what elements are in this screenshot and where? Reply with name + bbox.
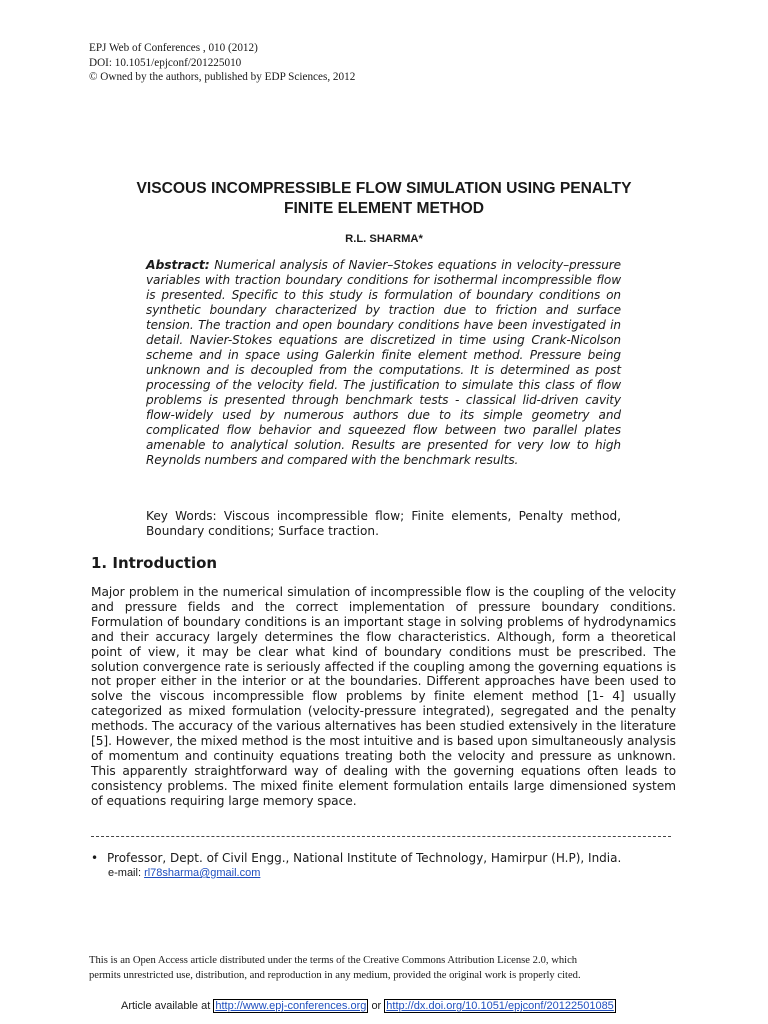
author-footnote bbox=[91, 851, 691, 881]
copyright-line: © Owned by the authors, published by EDP Sciences, 2012 bbox=[89, 71, 356, 83]
license-notice bbox=[89, 954, 679, 983]
epj-conferences-link[interactable]: http://www.epj-conferences.org bbox=[215, 1000, 367, 1012]
introduction-paragraph: Major problem in the numerical simulation of incompressible flow is the coupling of the velocity and pressure fields and the correct implementation of pressure boundary conditions. Formulation of boundary conditions is an important stage in solving problems of hydrodynamics and their accuracy largely determines the flow characteristics. Although, form a theoretical point of view, it may be clear what kind of boundary conditions must be prescribed. The solution convergence rate is seriously affected if the coupling among the governing equations is not proper either in the interior or at the boundaries. Different approaches have been used to solve the viscous incompressible flow problems by finite element method [1- 4] usually categorized as mixed formulation (velocity-pressure integrated), segregated and the penalty methods. The accuracy of the various alternatives has been studied extensively in the literature [5]. However, the mixed method is the most intuitive and is based upon simultaneously analysis of momentum and continuity equations treating both the velocity and pressure as unknown. This apparently straightforward way of dealing with the governing equations often leads to consistency problems. The mixed finite element formulation entails large dimensioned system of equations requiring large memory space. bbox=[91, 585, 676, 808]
affiliation-text: Professor, Dept. of Civil Engg., National Institute of Technology, Hamirpur (H.P), India. bbox=[107, 851, 622, 865]
journal-citation: EPJ Web of Conferences , 010 (2012) bbox=[89, 42, 258, 54]
article-availability bbox=[121, 1000, 616, 1012]
title-line-1: VISCOUS INCOMPRESSIBLE FLOW SIMULATION USING PENALTY bbox=[136, 180, 632, 197]
abstract bbox=[146, 257, 621, 468]
author-name: R.L. SHARMA* bbox=[345, 233, 423, 245]
doi-link[interactable]: http://dx.doi.org/10.1051/epjconf/20122501085 bbox=[386, 1000, 614, 1012]
availability-or: or bbox=[371, 1000, 382, 1012]
doi-line: DOI: 10.1051/epjconf/201225010 bbox=[89, 56, 242, 69]
license-line-2: permits unrestricted use, distribution, and reproduction in any medium, provided the original work is properly cited. bbox=[89, 969, 581, 981]
abstract-text: Numerical analysis of Navier–Stokes equations in velocity–pressure variables with traction boundary conditions for isothermal incompressible flow is presented. Specific to this study is formulation of boundary conditions on synthetic boundary characterized by traction due to friction and surface tension. The traction and open boundary conditions have been investigated in detail. Navier-Stokes equations are discretized in time using Crank-Nicolson scheme and in space using Galerkin finite element method. Pressure being unknown and is decoupled from the computations. It is determined as post processing of the velocity field. The justification to simulate this class of flow problems is presented through benchmark tests - classical lid-driven cavity flow-widely used by numerous authors due to its simple geometry and complicated flow behavior and squeezed flow between two parallel plates amenable to analytical solution. Results are presented for very low to high Reynolds numbers and compared with the benchmark results. bbox=[146, 258, 621, 467]
availability-prefix: Article available at bbox=[121, 1000, 211, 1012]
abstract-label: Abstract: bbox=[146, 257, 210, 272]
footnote-divider bbox=[91, 836, 671, 837]
license-line-1: This is an Open Access article distributed under the terms of the Creative Commons Attribution License 2.0, which bbox=[89, 955, 578, 966]
bullet: • bbox=[91, 851, 99, 865]
paper-title bbox=[80, 179, 688, 219]
keywords: Key Words: Viscous incompressible flow; Finite elements, Penalty method, Boundary conditions; Surface traction. bbox=[146, 509, 621, 538]
email-link[interactable]: rl78sharma@gmail.com bbox=[144, 867, 261, 879]
journal-header bbox=[89, 41, 355, 85]
section-heading: 1. Introduction bbox=[91, 554, 218, 572]
title-line-2: FINITE ELEMENT METHOD bbox=[283, 200, 485, 217]
email-label: e-mail: bbox=[108, 867, 142, 879]
